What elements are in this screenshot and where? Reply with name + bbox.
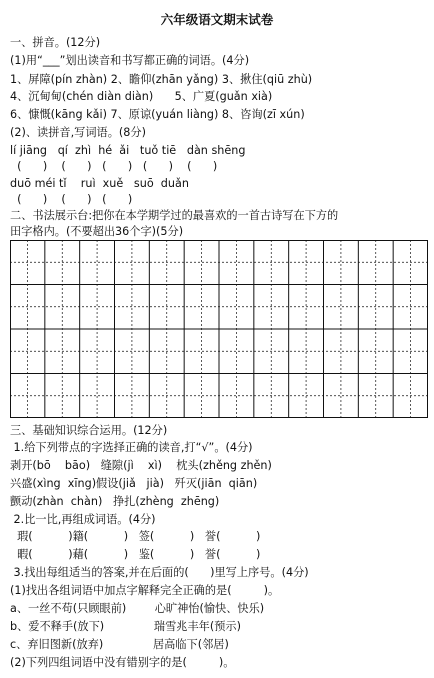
answer-blanks-row-1[interactable]: ( ) ( ) ( ) ( ) ( ) xyxy=(10,160,218,173)
option-b: b、爱不释手(放下) 瑞雪兆丰年(预示) xyxy=(10,620,241,633)
answer-blanks-row-2[interactable]: ( ) ( ) ( ) xyxy=(10,193,133,206)
section2-heading-line2: 田字格内。(不要超出36个字)(5分) xyxy=(10,225,184,238)
section3-heading: 三、基础知识综合运用。(12分) xyxy=(10,424,168,437)
section1-q1-intro: (1)用“___”划出读音和书写都正确的词语。(4分) xyxy=(10,54,250,67)
pinyin-row-2: duō méi tǐ ruì xuě suō duǎn xyxy=(10,177,189,190)
section3-q1-line2: 兴盛(xìng xīng)假设(jiǎ jià) 歼灭(jiān qiān) xyxy=(10,477,258,490)
section3-q2-line1: 瑕( )籍( ) 签( ) 誉( ) xyxy=(10,530,261,543)
section2-heading-line1: 二、书法展示台:把你在本学期学过的最喜欢的一首古诗写在下方的 xyxy=(10,209,339,222)
section1-q1-line3: 6、慷慨(kāng kǎi) 7、原谅(yuán liàng) 8、咨询(zī xún) xyxy=(10,108,305,121)
section3-q1-intro: 1.给下列带点的字选择正确的读音,打“√”。(4分) xyxy=(10,441,253,454)
pinyin-row-1: lí jiāng qí zhì hé ǎi tuǒ tiē dàn shēng xyxy=(10,144,246,157)
section1-q1-line1: 1、屏障(pín zhàn) 2、瞻仰(zhān yǎng) 3、揪住(qiū zhù) xyxy=(10,73,313,86)
section3-q2-line2: 暇( )藉( ) 鉴( ) 誉( ) xyxy=(10,548,261,561)
section3-q3-sub2: (2)下列四组词语中没有错别字的是( )。 xyxy=(10,656,235,669)
section1-q1-line2: 4、沉甸甸(chén diàn diàn) 5、广夏(guǎn xià) xyxy=(10,90,273,103)
option-c: c、弃旧图新(放弃) 居高临下(邻居) xyxy=(10,638,229,651)
section1-heading: 一、拼音。(12分) xyxy=(10,36,101,49)
section3-q3-sub1: (1)找出各组词语中加点字解释完全正确的是( )。 xyxy=(10,584,280,597)
section3-q3-intro: 3.找出每组适当的答案,并在后面的( )里写上序号。(4分) xyxy=(10,566,309,579)
option-a: a、一丝不苟(只顾眼前) 心旷神怡(愉快、快乐) xyxy=(10,602,265,615)
section3-q1-line3: 颤动(zhàn chàn) 挣扎(zhèng zhēng) xyxy=(10,495,220,508)
page-title: 六年级语文期末试卷 xyxy=(160,12,274,27)
section3-q2-intro: 2.比一比,再组成词语。(4分) xyxy=(10,513,156,526)
section1-q2-intro: (2)、读拼音,写词语。(8分) xyxy=(10,126,146,139)
tianzige-writing-grid[interactable] xyxy=(10,240,428,418)
section3-q1-line1: 剥开(bō bāo) 缝隙(jì xì) 枕头(zhěng zhěn) xyxy=(10,459,272,472)
